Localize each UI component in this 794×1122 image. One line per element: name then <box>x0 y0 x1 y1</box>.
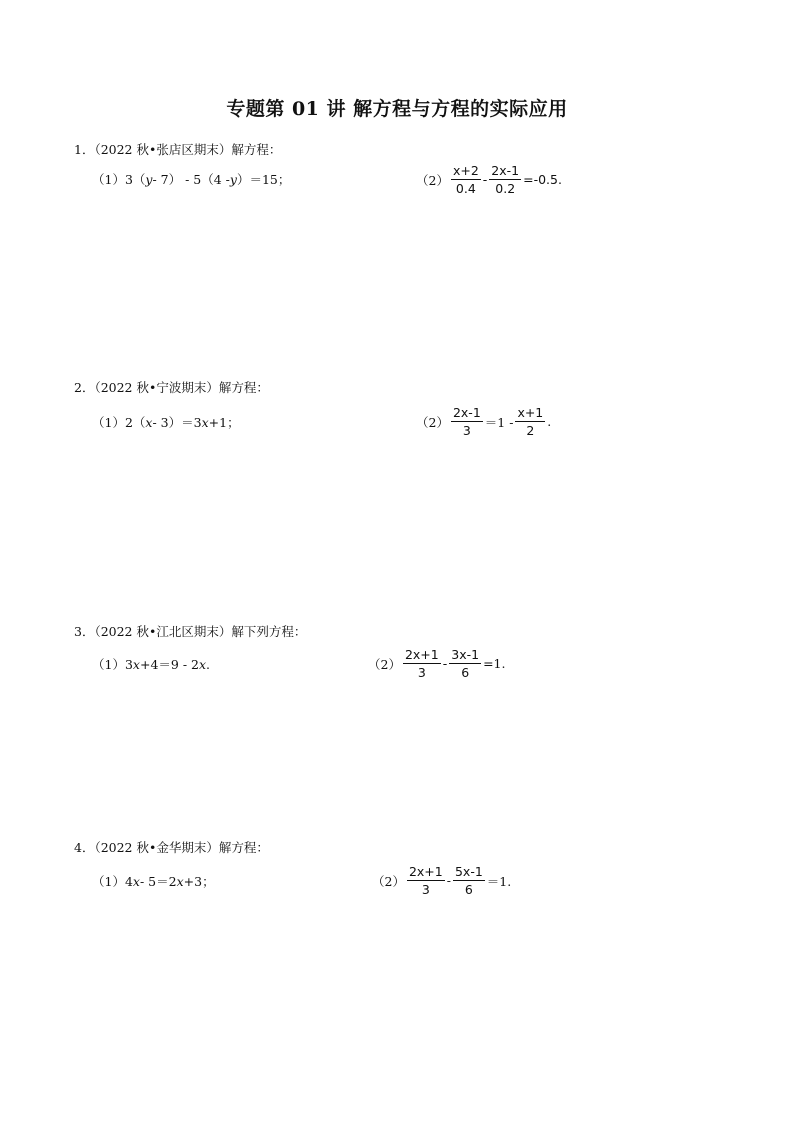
part-label: （1） <box>92 874 125 889</box>
variable: x <box>201 414 209 430</box>
question-1-heading: 1．（2022 秋•张店区期末）解方程： <box>74 142 282 157</box>
denominator: 6 <box>464 882 473 897</box>
variable: y <box>229 171 237 187</box>
equation-text: - 3）＝3 <box>152 415 202 430</box>
variable: x <box>132 656 140 672</box>
fraction <box>451 405 483 438</box>
question-2-heading: 2．（2022 秋•宁波期末）解方程： <box>74 380 269 395</box>
equation-text: 4 <box>124 873 133 889</box>
fraction <box>451 163 481 196</box>
question-1-part-1 <box>92 170 290 188</box>
part-label: （2） <box>416 172 449 188</box>
page-title: 专题第 01 讲 解方程与方程的实际应用 <box>226 98 568 120</box>
equation-text: 3（ <box>124 172 146 187</box>
question-2-part-1 <box>92 413 240 431</box>
fraction <box>515 405 545 438</box>
fraction <box>489 163 521 196</box>
question-1-part-2 <box>416 163 562 196</box>
equation-text: . <box>206 656 211 672</box>
fraction <box>449 647 481 680</box>
denominator: 3 <box>421 882 430 897</box>
operator: - <box>446 873 451 888</box>
question-3-heading: 3．（2022 秋•江北区期末）解下列方程： <box>74 624 307 639</box>
fraction <box>407 864 445 897</box>
variable: y <box>145 171 153 187</box>
fraction <box>403 647 441 680</box>
operator: ＝1 - <box>484 414 514 430</box>
variable: x <box>132 873 140 889</box>
part-label: （2） <box>372 873 405 889</box>
part-label: （1） <box>92 172 125 187</box>
part-label: （2） <box>416 414 449 430</box>
denominator: 6 <box>461 665 470 680</box>
operator: - <box>442 656 448 671</box>
equation-tail: =-0.5. <box>523 172 562 187</box>
equation-tail: ＝1. <box>486 873 512 889</box>
operator: - <box>482 172 488 187</box>
numerator: x+1 <box>517 405 544 420</box>
question-2-part-2 <box>416 405 551 438</box>
equation-text: ）＝15； <box>236 172 291 187</box>
denominator: 2 <box>526 423 535 438</box>
numerator: 2x+1 <box>404 647 439 662</box>
denominator: 3 <box>462 423 471 438</box>
denominator: 0.2 <box>495 181 516 196</box>
numerator: 2x-1 <box>491 163 520 178</box>
question-3-part-1 <box>92 655 210 673</box>
part-label: （2） <box>368 656 401 672</box>
equation-text: +1； <box>208 415 240 430</box>
numerator: 5x-1 <box>454 864 483 879</box>
part-label: （1） <box>92 657 125 672</box>
equation-text: - 5＝2 <box>139 874 177 889</box>
variable: x <box>145 414 153 430</box>
numerator: x+2 <box>452 163 479 178</box>
variable: x <box>176 873 184 889</box>
numerator: 2x-1 <box>452 405 481 420</box>
equation-tail: . <box>547 414 552 429</box>
equation-text: +4＝9 - 2 <box>139 657 199 672</box>
part-label: （1） <box>92 415 125 430</box>
equation-tail: =1. <box>483 656 506 671</box>
equation-text: +3； <box>183 874 215 889</box>
question-4-part-1 <box>92 872 215 890</box>
numerator: 2x+1 <box>408 864 443 879</box>
question-4-heading: 4．（2022 秋•金华期末）解方程： <box>74 840 269 855</box>
equation-text: 3 <box>124 656 133 672</box>
question-4-part-2 <box>372 864 511 897</box>
denominator: 0.4 <box>455 181 476 196</box>
numerator: 3x-1 <box>451 647 480 662</box>
variable: x <box>198 656 207 672</box>
denominator: 3 <box>417 665 426 680</box>
equation-text: 2（ <box>124 415 146 430</box>
fraction <box>453 864 485 897</box>
question-3-part-2 <box>368 647 505 680</box>
equation-text: - 7） - 5（4 - <box>152 172 230 187</box>
